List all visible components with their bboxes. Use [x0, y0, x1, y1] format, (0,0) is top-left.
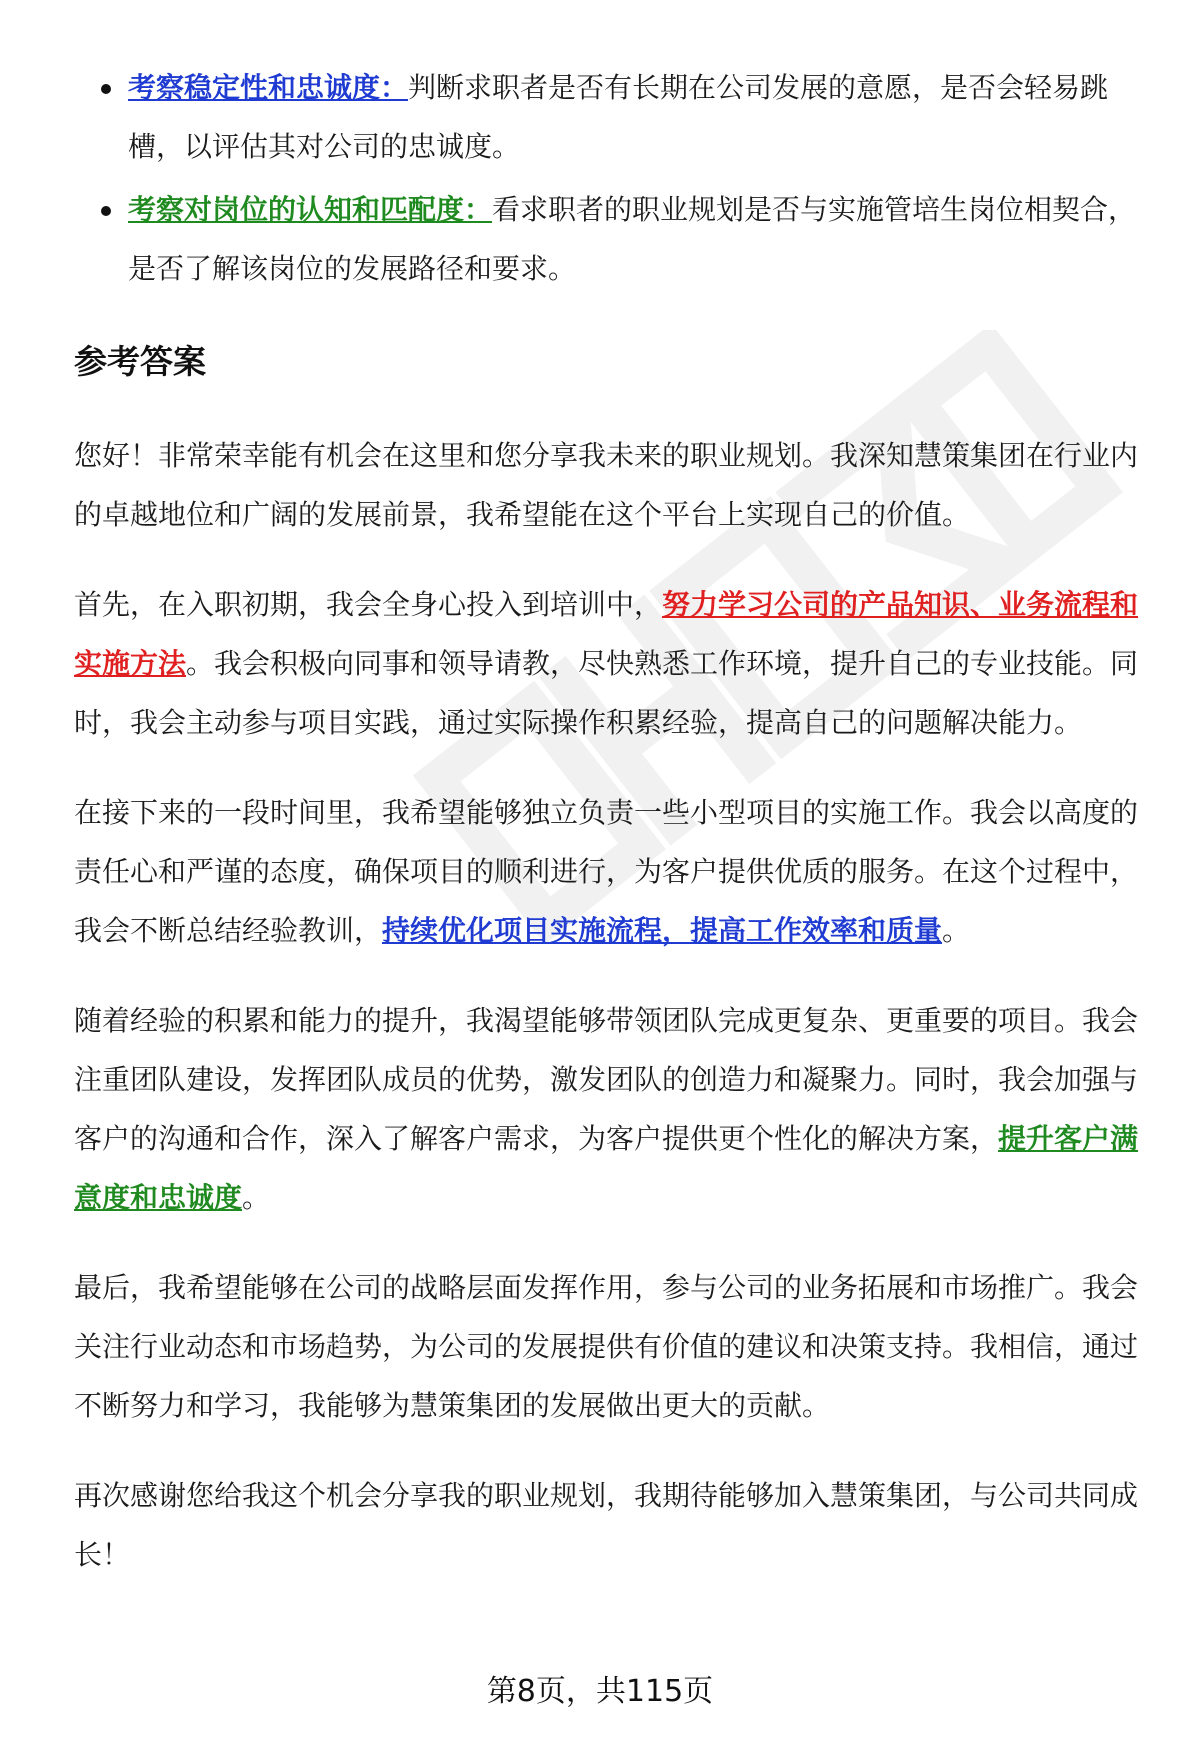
list-item [74, 180, 1148, 298]
paragraph-text: 您好！非常荣幸能有机会在这里和您分享我未来的职业规划。我深知慧策集团在行业内的卓越地位和广阔的发展前景，我希望能在这个平台上实现自己的价值。 [74, 439, 1139, 531]
bullet-text: 看求职者的职业规划是否与实施管培生岗位相契合，是否了解该岗位的发展路径和要求。 [128, 193, 1137, 285]
paragraph-first-stage [74, 575, 1148, 752]
document-body [74, 58, 1148, 1615]
paragraph-text: 。我会积极向同事和领导请教，尽快熟悉工作环境，提升自己的专业技能。同时，我会主动参与项目实践，通过实际操作积累经验，提高自己的问题解决能力。 [74, 647, 1139, 739]
paragraph-text: 再次感谢您给我这个机会分享我的职业规划，我期待能够加入慧策集团，与公司共同成长！ [74, 1479, 1139, 1571]
paragraph-text: 。 [242, 1181, 271, 1214]
list-item [74, 58, 1148, 176]
bullet-text: 判断求职者是否有长期在公司发展的意愿，是否会轻易跳槽，以评估其对公司的忠诚度。 [128, 71, 1109, 163]
paragraph-greeting [74, 426, 1148, 544]
bullet-lead: 考察对岗位的认知和匹配度： [128, 193, 493, 226]
paragraph-text: 。 [942, 914, 971, 947]
paragraph-second-stage [74, 783, 1148, 960]
criteria-list [74, 58, 1148, 298]
highlight-green: 提升客户满意度和忠诚度 [74, 1122, 1139, 1214]
paragraph-text: 在接下来的一段时间里，我希望能够独立负责一些小型项目的实施工作。我会以高度的责任心和严谨的态度，确保项目的顺利进行，为客户提供优质的服务。在这个过程中，我会不断总结经验教训， [74, 796, 1139, 947]
highlight-blue: 持续优化项目实施流程，提高工作效率和质量 [382, 914, 943, 947]
paragraph-closing [74, 1466, 1148, 1584]
bullet-lead: 考察稳定性和忠诚度： [128, 71, 409, 104]
paragraph-text: 随着经验的积累和能力的提升，我渴望能够带领团队完成更复杂、更重要的项目。我会注重团队建设，发挥团队成员的优势，激发团队的创造力和凝聚力。同时，我会加强与客户的沟通和合作，深入了解客户需求，为客户提供更个性化的解决方案， [74, 1004, 1139, 1155]
section-title: 参考答案 [74, 342, 206, 381]
bullet-dot-icon [101, 206, 111, 216]
paragraph-text: 最后，我希望能够在公司的战略层面发挥作用，参与公司的业务拓展和市场推广。我会关注行业动态和市场趋势，为公司的发展提供有价值的建议和决策支持。我相信，通过不断努力和学习，我能够为慧策集团的发展做出更大的贡献。 [74, 1271, 1139, 1422]
paragraph-text: 首先，在入职初期，我会全身心投入到培训中， [74, 588, 663, 621]
page-number: 第8页，共115页 [486, 1674, 714, 1709]
paragraph-final-stage [74, 1258, 1148, 1435]
paragraph-third-stage [74, 991, 1148, 1227]
bullet-dot-icon [101, 84, 111, 94]
highlight-red: 努力学习公司的产品知识、业务流程和实施方法 [74, 588, 1139, 680]
